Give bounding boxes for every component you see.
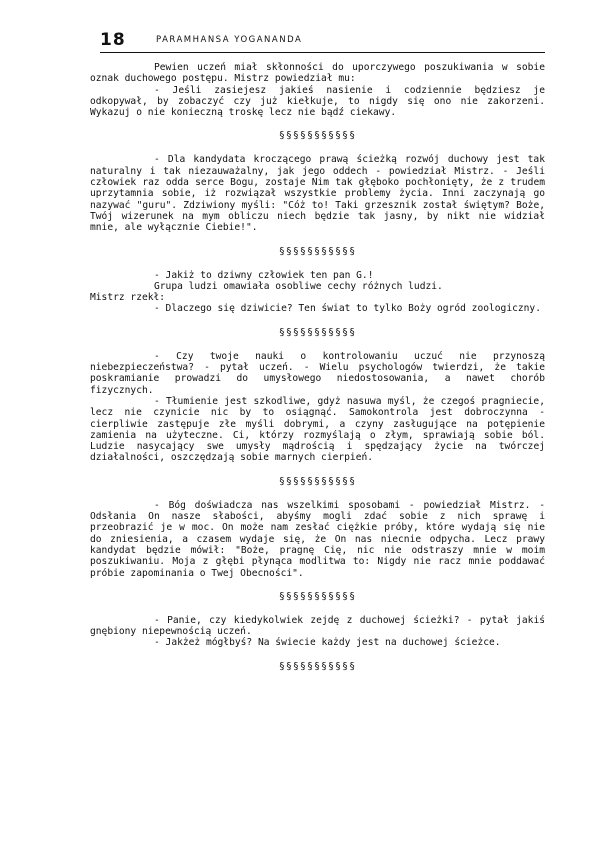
running-head: PARAMHANSA YOGANANDA <box>156 35 303 45</box>
aphorism-section <box>90 154 545 233</box>
paragraph: - Tłumienie jest szkodliwe, gdyż nasuwa myśl, że czegoś pragniecie, lecz nie czynicie nic by to osiągnąć. Samokontrola jest dobroczynna - cierpliwie zastępuje złe myśli dobrymi, a czyny zasługujące na potępienie zamienia na użyteczne. Ci, którzy rozmyślają o złym, sprawiają sobie ból. Ludzie nasycający swe umysły mądrością i spędzający życie na twórczej działalności, oszczędzają sobie marnych cierpień. <box>90 395 545 464</box>
section-separator: §§§§§§§§§§§ <box>278 475 357 487</box>
aphorism-section <box>90 351 545 464</box>
header-rule <box>100 52 545 53</box>
page-number: 18 <box>100 30 126 50</box>
section-separator: §§§§§§§§§§§ <box>278 660 357 672</box>
aphorism-section <box>90 615 545 649</box>
section-separator: §§§§§§§§§§§ <box>278 245 357 257</box>
paragraph: Pewien uczeń miał skłonności do uporczywego poszukiwania w sobie oznak duchowego postępu. Mistrz powiedział mu: <box>90 62 545 85</box>
paragraph: - Dlaczego się dziwicie? Ten świat to tylko Boży ogród zoologiczny. <box>154 303 541 315</box>
paragraph: - Bóg doświadcza nas wszelkimi sposobami - powiedział Mistrz. - Odsłania On nasze słabości, abyśmy mogli zdać sobie z nich sprawę i przeobrazić je w moc. On może nam zesłać ciężkie próby, które wydają się nie do zniesienia, a czasem wydaje się, że On nas niecnie odpycha. Lecz prawy kandydat będzie mówił: "Boże, pragnę Cię, nic nie odstraszy mnie w moim poszukiwaniu. Moja z głębi płynąca modlitwa to: Nigdy nie racz mnie poddawać próbie zapominania o Twej Obecności". <box>90 499 545 579</box>
section-separator: §§§§§§§§§§§ <box>278 130 357 142</box>
section-separator: §§§§§§§§§§§ <box>278 326 357 338</box>
paragraph: - Jakiż to dziwny człowiek ten pan G.! <box>154 269 374 281</box>
paragraph: Grupa ludzi omawiała osobliwe cechy różnych ludzi. <box>154 280 443 292</box>
page-header <box>100 30 545 54</box>
aphorism-section <box>90 270 545 315</box>
aphorism-section <box>90 500 545 579</box>
page-body <box>90 62 545 685</box>
paragraph: Mistrz rzekł: <box>90 292 166 304</box>
paragraph: - Dla kandydata kroczącego prawą ścieżką rozwój duchowy jest tak naturalny i tak niezauważalny, jak jego oddech - powiedział Mistrz. - Jeśli człowiek raz odda serce Bogu, zostaje Nim tak głęboko pochłonięty, że z trudem uprzytamnia sobie, iż rozwiązał wszystkie problemy życia. Inni zaczynają go nazywać "guru". Zdziwiony myśli: "Cóż to! Taki grzesznik został świętym? Boże, Twój wizerunek na mym obliczu niech będzie tak jasny, by nikt nie widział mnie, ale wyłącznie Ciebie!". <box>90 154 545 234</box>
section-separator: §§§§§§§§§§§ <box>278 590 357 602</box>
aphorism-section <box>90 62 545 118</box>
paragraph: - Jakżeż mógłbyś? Na świecie każdy jest na duchowej ścieżce. <box>154 637 501 649</box>
paragraph: - Czy twoje nauki o kontrolowaniu uczuć nie przynoszą niebezpieczeństwa? - pytał uczeń. - Wielu psychologów twierdzi, że takie poskramianie prowadzi do umysłowego niedostosowania, a nawet chorób fizycznych. <box>90 350 545 396</box>
paragraph: - Panie, czy kiedykolwiek zejdę z duchowej ścieżki? - pytał jakiś gnębiony niepewnością uczeń. <box>90 614 545 638</box>
paragraph: - Jeśli zasiejesz jakieś nasienie i codziennie będziesz je odkopywał, by zobaczyć czy już kiełkuje, to nigdy się ono nie zakorzeni. Wykazuj o nie konieczną troskę lecz nie bądź ciekawy. <box>90 84 545 119</box>
